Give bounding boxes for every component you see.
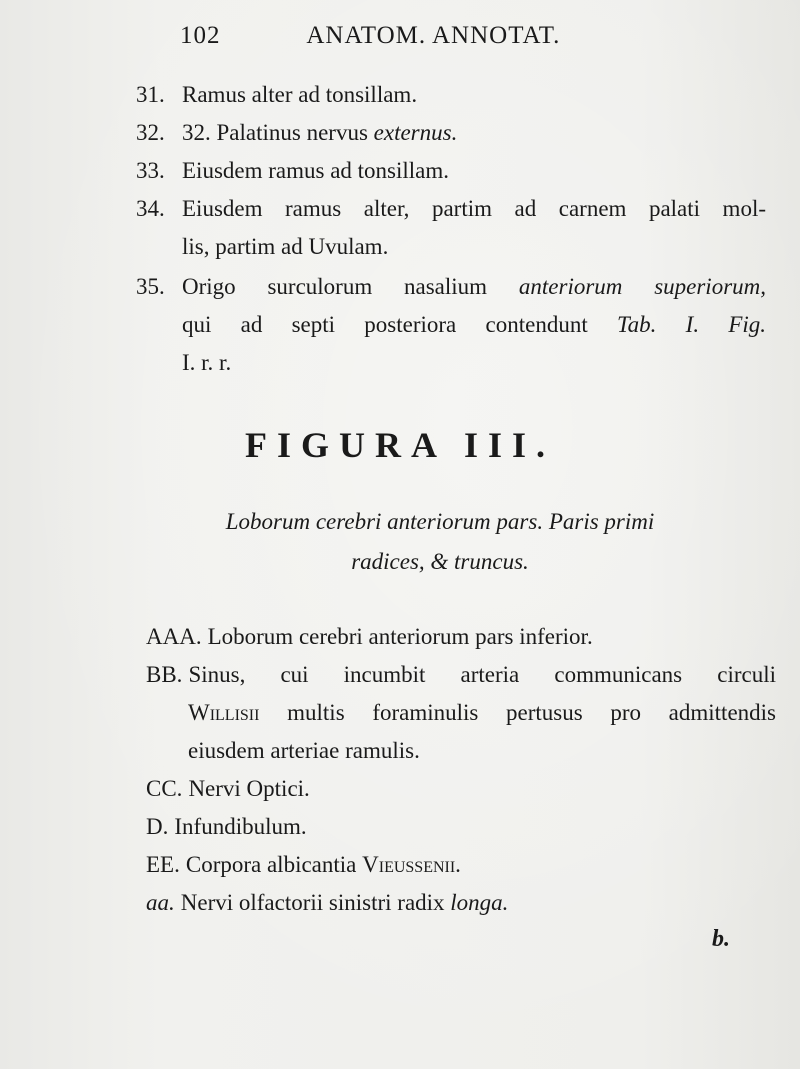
legend-text: Infundibulum. bbox=[174, 814, 307, 839]
entry-text-line: I. r. r. bbox=[182, 350, 232, 375]
list-item bbox=[136, 268, 766, 382]
figure-caption-line: Loborum cerebri anteriorum pars. Paris primi bbox=[225, 509, 655, 534]
figure-title: FIGURA III. bbox=[244, 425, 556, 465]
legend-text: Nervi olfactorii sinistri radix bbox=[180, 890, 445, 915]
legend-text-line: Sinus, cui incumbit arteria communicans circuli bbox=[188, 662, 776, 687]
entry-text: 32. Palatinus nervus bbox=[182, 120, 368, 145]
legend-text-line: multis foraminulis pertusus pro admittendis bbox=[287, 700, 777, 725]
entry-text: Ramus alter ad tonsillam. bbox=[182, 82, 418, 107]
running-title: ANATOM. ANNOTAT. bbox=[306, 22, 561, 49]
entry-number: 33. bbox=[136, 158, 165, 183]
legend-text-smallcaps: Willisii bbox=[188, 700, 260, 725]
entry-text: Eiusdem ramus ad tonsillam. bbox=[182, 158, 450, 183]
legend-key: EE. bbox=[146, 852, 180, 877]
legend-text-italic: longa. bbox=[450, 890, 509, 915]
legend-text-smallcaps: Vieussenii. bbox=[362, 852, 461, 877]
entry-number: 32. bbox=[136, 120, 165, 145]
entry-text-line: Eiusdem ramus alter, partim ad carnem palati mol- bbox=[182, 196, 766, 221]
legend-item bbox=[146, 884, 776, 922]
list-item bbox=[136, 76, 766, 114]
legend-key: aa. bbox=[146, 890, 175, 915]
entry-text-line: Origo surculorum nasalium bbox=[182, 274, 488, 299]
entry-number: 31. bbox=[136, 82, 165, 107]
page-number: 102 bbox=[180, 22, 221, 49]
legend-item bbox=[146, 846, 776, 884]
legend-key: CC. bbox=[146, 776, 183, 801]
legend-item bbox=[146, 770, 776, 808]
entry-text-line: lis, partim ad Uvulam. bbox=[182, 234, 389, 259]
entry-number: 35. bbox=[136, 274, 165, 299]
catchword: b. bbox=[712, 926, 730, 952]
figure-caption-line: radices, & truncus. bbox=[351, 549, 529, 574]
legend-text: Corpora albicantia bbox=[185, 852, 357, 877]
legend-item bbox=[146, 656, 776, 770]
list-item bbox=[136, 152, 766, 190]
legend-item bbox=[146, 618, 776, 656]
legend-text-line: eiusdem arteriae ramulis. bbox=[188, 738, 420, 763]
entry-text-italic: Tab. I. Fig. bbox=[616, 312, 767, 337]
legend-text: Loborum cerebri anteriorum pars inferior. bbox=[207, 624, 593, 649]
legend-key: AAA. bbox=[146, 624, 202, 649]
entry-text-italic: anteriorum superiorum, bbox=[518, 274, 767, 299]
legend-key: D. bbox=[146, 814, 169, 839]
entry-number: 34. bbox=[136, 196, 165, 221]
running-header bbox=[180, 22, 560, 50]
legend-text: Nervi Optici. bbox=[188, 776, 310, 801]
list-item bbox=[136, 114, 766, 152]
entry-text-line: qui ad septi posteriora contendunt bbox=[182, 312, 588, 337]
list-item bbox=[136, 190, 766, 266]
entry-text-italic: externus. bbox=[373, 120, 458, 145]
legend-item bbox=[146, 808, 776, 846]
legend-key: BB. bbox=[146, 662, 183, 687]
